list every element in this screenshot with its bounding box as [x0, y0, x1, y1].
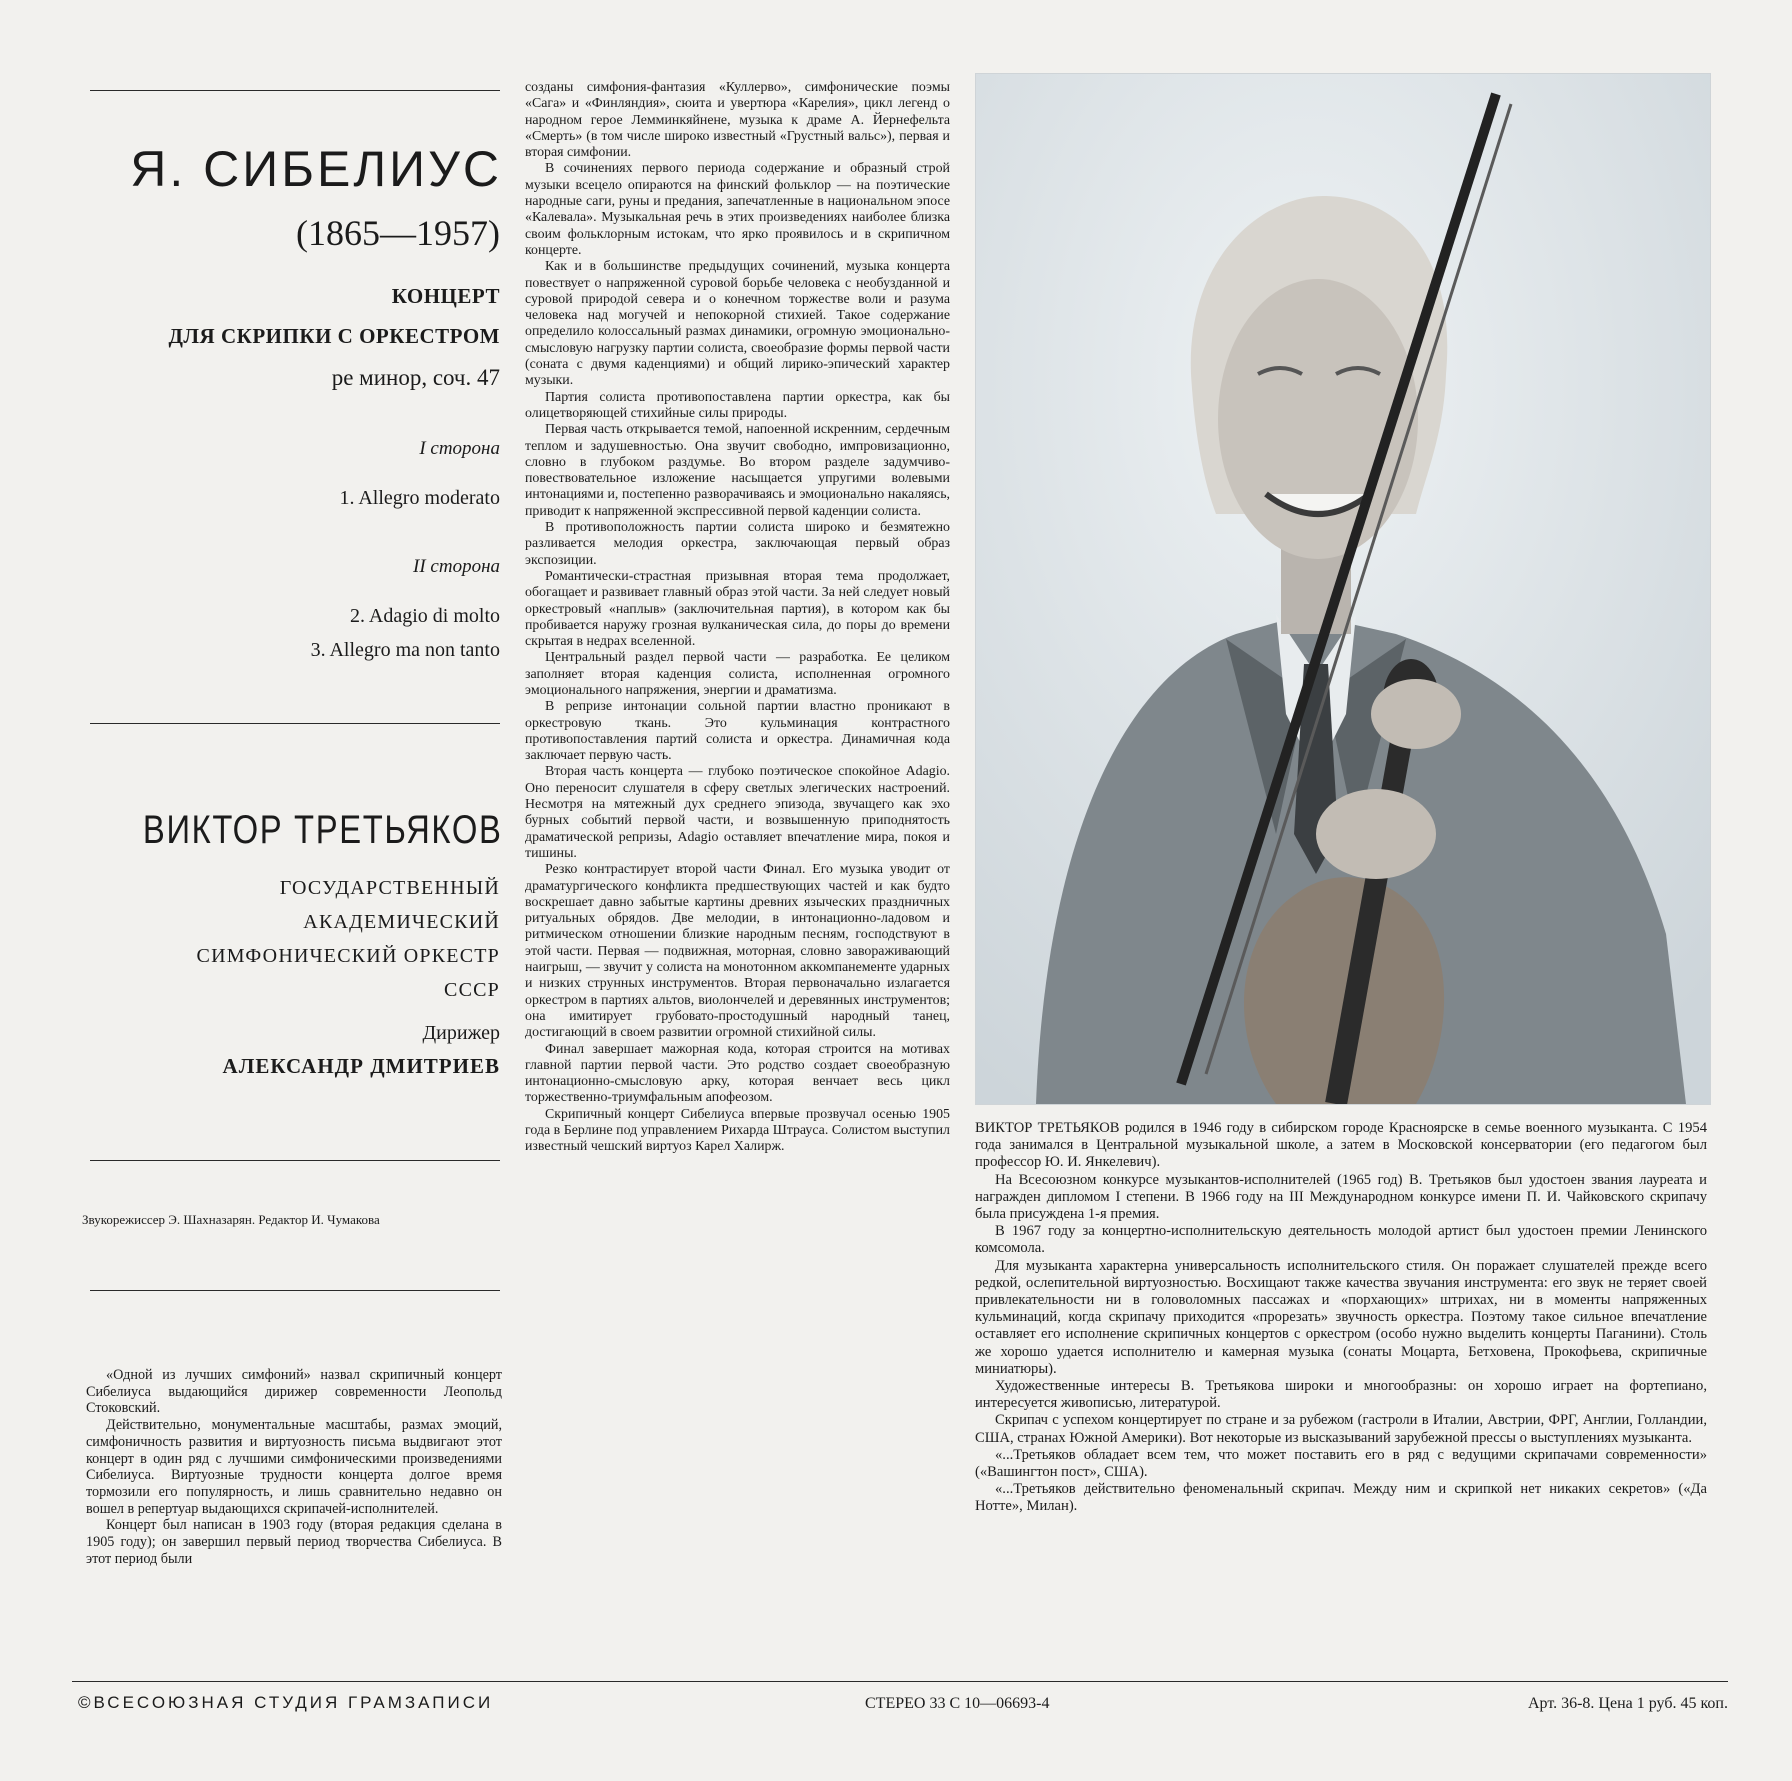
notes-column-2 [525, 80, 950, 1156]
notes-paragraph: «Одной из лучших симфоний» назвал скрипичный концерт Сибелиуса выдающийся дирижер современности Леопольд Стоковский. [86, 1367, 502, 1417]
notes-paragraph: Вторая часть концерта — глубоко поэтическое спокойное Adagio. Оно переносит слушателя в сферу светлых элегических настроений. Несмотря на мятежный дух среднего эпизода, звучащего как эхо бурных событий первой части, и возвышенную приподнятость драматической репризы, Adagio оставляет впечатление мира, покоя и тишины. [525, 764, 950, 861]
track-3: 3. Allegro ma non tanto [310, 639, 500, 661]
divider [90, 723, 500, 724]
conductor-label: Дирижер [422, 1022, 500, 1044]
notes-paragraph: В противоположность партии солиста широко и безмятежно разливается мелодия оркестра, заключающая первый образ экспозиции. [525, 520, 950, 568]
divider [90, 90, 500, 91]
violinist-illustration [976, 74, 1710, 1104]
soloist-name: ВИКТОР ТРЕТЬЯКОВ [142, 808, 502, 852]
notes-paragraph: Центральный раздел первой части — разработка. Ее целиком заполняет вторая каденция солиста, исполненная огромного эмоционального напряжения, энергии и драматизма. [525, 650, 950, 698]
notes-paragraph: Действительно, монументальные масштабы, размах эмоций, симфоничность развития и виртуозность письма выдвигают этот концерт в один ряд с лучшими симфоническими произведениями Сибелиуса. Виртуозные трудности концерта долгое время тормозили его популярность, и лишь сравнительно недавно он вошел в репертуар выдающихся скрипачей-исполнителей. [86, 1417, 502, 1517]
side-1-label: I сторона [419, 438, 500, 459]
notes-column-1 [86, 1367, 502, 1567]
notes-paragraph: Финал завершает мажорная кода, которая строится на мотивах главной партии первой части. Это родство создает своеобразную интонационно-смысловую арку, которая венчает весь цикл торжественно-триумфальным апофеозом. [525, 1041, 950, 1106]
notes-paragraph: В репризе интонации сольной партии властно проникают в оркестровую ткань. Это кульминация контрастного противопоставления партий солиста и оркестра. Динамичная кода заключает первую часть. [525, 699, 950, 764]
bio-paragraph: На Всесоюзном конкурсе музыкантов-исполнителей (1965 год) В. Третьяков был удостоен звания лауреата и награжден дипломом I степени. В 1966 году на III Международном конкурсе имени П. И. Чайковского скрипачу была присуждена 1-я премия. [975, 1171, 1707, 1223]
bio-paragraph: «...Третьяков обладает всем тем, что может поставить его в ряд с ведущими скрипачами современности» («Вашингтон пост», США). [975, 1446, 1707, 1481]
orchestra-line2: АКАДЕМИЧЕСКИЙ [303, 911, 500, 933]
work-title-line2: ДЛЯ СКРИПКИ С ОРКЕСТРОМ [168, 324, 500, 348]
side-2-label: II сторона [413, 556, 500, 577]
orchestra-line4: СССР [444, 979, 500, 1001]
bio-paragraph: «...Третьяков действительно феноменальный скрипач. Между ним и скрипкой нет никаких секретов» («Да Нотте», Милан). [975, 1481, 1707, 1515]
label-name [78, 1693, 493, 1713]
divider [72, 1681, 1728, 1682]
notes-paragraph: В сочинениях первого периода содержание и образный строй музыки всецело опираются на финский фольклор — на поэтические народные саги, руны и предания, запечатленные в национальном эпосе «Калевала». Музыкальная речь в этих произведениях наиболее близка своим фольклорным истокам, что ярко проявилось и в скрипичном концерте. [525, 161, 950, 258]
notes-paragraph: Партия солиста противопоставлена партии оркестра, как бы олицетворяющей стихийные силы природы. [525, 389, 950, 421]
composer-years: (1865—1957) [296, 213, 500, 253]
notes-paragraph: Как и в большинстве предыдущих сочинений, музыка концерта повествует о напряженной суровой борьбе человека с необузданной и суровой природой севера и о конечном торжестве воли и разума человека над могучей и непокорной стихией. Такое содержание определило колоссальный размах динамики, огромную эмоционально-смысловую нагрузку партии солиста, своеобразие формы первой части (соната с двумя каденциями) и общий лирико-эпический характер музыки. [525, 259, 950, 389]
work-key-opus: ре минор, соч. 47 [331, 365, 500, 390]
work-title-line1: КОНЦЕРТ [391, 284, 500, 308]
label-text: ВСЕСОЮЗНАЯ СТУДИЯ ГРАМЗАПИСИ [93, 1693, 494, 1712]
track-2: 2. Adagio di molto [350, 605, 500, 627]
track-1: 1. Allegro moderato [339, 487, 500, 509]
bio-paragraph: В 1967 году за концертно-исполнительскую деятельность молодой артист был удостоен премии Ленинского комсомола. [975, 1223, 1707, 1257]
production-credits: Звукорежиссер Э. Шахназарян. Редактор И. Чумакова [82, 1212, 380, 1227]
divider [90, 1160, 500, 1161]
orchestra-line3: СИМФОНИЧЕСКИЙ ОРКЕСТР [196, 945, 500, 967]
catalog-number: СТЕРЕО 33 С 10—06693-4 [865, 1695, 1050, 1712]
notes-paragraph: Концерт был написан в 1903 году (вторая редакция сделана в 1905 году); он завершил первый период творчества Сибелиуса. В этот период были [86, 1517, 502, 1567]
biography [975, 1120, 1707, 1516]
bio-paragraph: Скрипач с успехом концертирует по стране и за рубежом (гастроли в Италии, Австрии, ФРГ, Англии, Голландии, США, странах Южной Америки). Вот некоторые из высказываний зарубежной прессы о выступлениях музыканта. [975, 1412, 1707, 1446]
price-info: Арт. 36-8. Цена 1 руб. 45 коп. [1527, 1695, 1728, 1712]
bio-paragraph: ВИКТОР ТРЕТЬЯКОВ родился в 1946 году в сибирском городе Красноярске в семье военного музыканта. С 1954 года занимался в Центральной музыкальной школе, а затем в Московской консерватории (его педагогом был профессор Ю. И. Янкелевич). [975, 1120, 1707, 1171]
violinist-photo [975, 73, 1711, 1105]
notes-paragraph: Резко контрастирует второй части Финал. Его музыка уводит от драматургического конфликта предшествующих частей и как будто воскрешает давно забытые картины древних языческих праздничных ритуальных обрядов. Две мелодии, в интонационно-ладовом и ритмическом отношении близкие народным песням, господствуют в этой части. Первая — подвижная, моторная, словно завораживающий наигрыш, — звучит у солиста на монотонном аккомпанементе ударных и низких струнных инструментов. Вторая первоначально излагается оркестром в партиях альтов, виолончелей и деревянных инструментов; она имитирует грубовато-простодушный народный танец, достигающий в своем развитии огромной стихийной силы. [525, 862, 950, 1041]
notes-paragraph: Первая часть открывается темой, напоенной искренним, сердечным теплом и задушевностью. Она звучит свободно, импровизационно, словно в глубоком раздумье. Во втором разделе задумчиво-повествовательное изложение насыщается упругими волевыми интонациями и, постепенно разворачиваясь и эмоционально накаляясь, приводит к напряженной экспрессивной первой каденции солиста. [525, 422, 950, 519]
notes-paragraph: Скрипичный концерт Сибелиуса впервые прозвучал осенью 1905 года в Берлине под управлением Рихарда Штрауса. Солистом выступил известный чешский виртуоз Карел Халирж. [525, 1106, 950, 1155]
orchestra-line1: ГОСУДАРСТВЕННЫЙ [279, 877, 500, 899]
notes-paragraph: созданы симфония-фантазия «Куллерво», симфонические поэмы «Сага» и «Финляндия», сюита и увертюра «Карелия», цикл легенд о народном герое Лемминкяйнене, музыка к драме А. Йернефельта «Смерть» (в том числе широко известный «Грустный вальс»), первая и вторая симфонии. [525, 80, 950, 161]
copyright-icon: © [78, 1693, 94, 1712]
conductor-name: АЛЕКСАНДР ДМИТРИЕВ [222, 1054, 500, 1078]
notes-paragraph: Романтически-страстная призывная вторая тема продолжает, обогащает и развивает главный образ этой части. За ней следует новый оркестровый «наплыв» (заключительная партия), в котором как бы пробивается наружу грозная вулканическая сила, до поры до времени скрытая в недрах вселенной. [525, 568, 950, 650]
bio-paragraph: Художественные интересы В. Третьякова широки и многообразны: он хорошо играет на фортепиано, интересуется живописью, литературой. [975, 1378, 1707, 1412]
composer-name: Я. СИБЕЛИУС [130, 141, 502, 197]
bio-paragraph: Для музыканта характерна универсальность исполнительского стиля. Он поражает слушателей прежде всего редкой, ослепительной виртуозностью. Восхищают также качества звучания инструмента: его звук не теряет своей привлекательности ни в головоломных пассажах и «порхающих» штрихах, ни в моменты напряженных кульминаций, когда скрипачу приходится «прорезать» звучность оркестра. Поэтому такое сильное впечатление оставляет его исполнение скрипичных концертов с оркестром (особо нужно выделить концерты Паганини). Столь же хорошо удается исполнителю и камерная музыка (сонаты Моцарта, Бетховена, Прокофьева, скрипичные миниатюры). [975, 1257, 1707, 1377]
divider [90, 1290, 500, 1291]
